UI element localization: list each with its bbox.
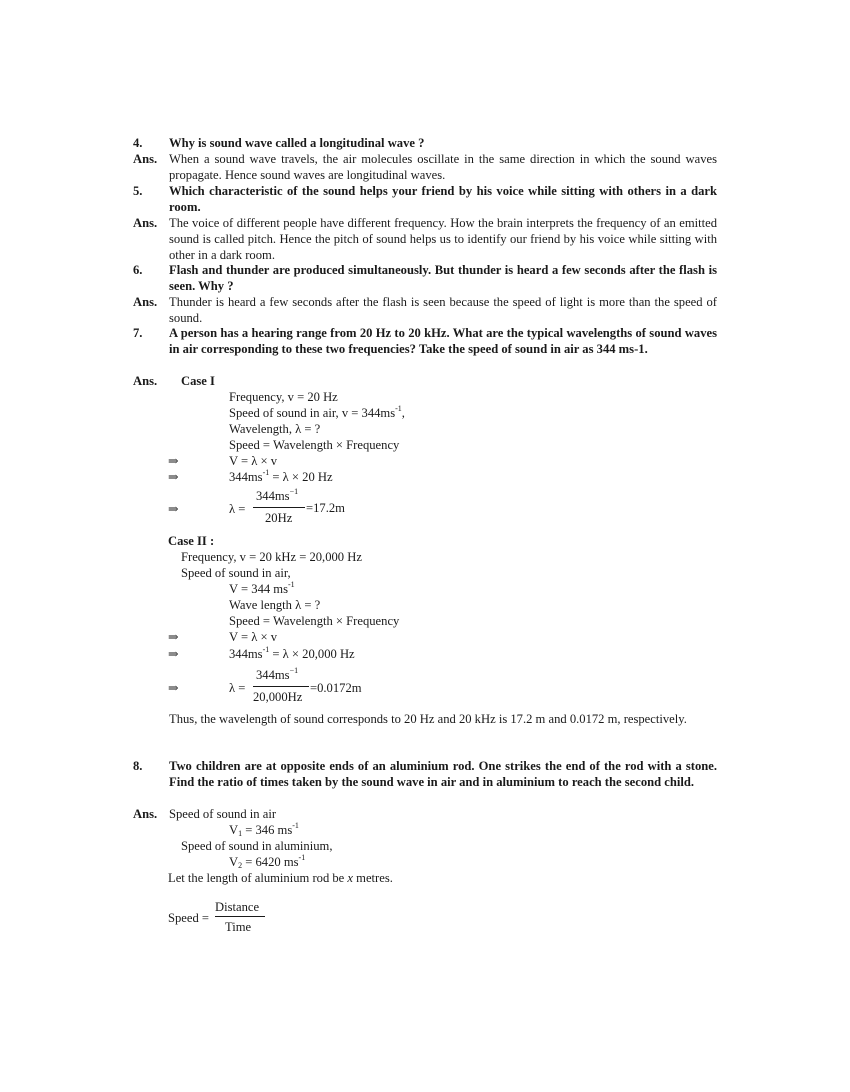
implies-arrow: ⇒ (168, 630, 179, 644)
fraction-denominator: 20Hz (265, 511, 293, 525)
answer-text: Thunder is heard a few seconds after the flash is seen because the speed of light is more than the speed of sound. (169, 295, 717, 325)
case-2-title: Case II : (168, 534, 215, 548)
question-text: A person has a hearing range from 20 Hz to 20 kHz. What are the typical wavelengths of sound waves in air corresponding to these two frequencies? Take the speed of sound in air as 344 ms-1. (169, 326, 717, 356)
answer-text: The voice of different people have different frequency. How the brain interprets the frequency of an emitted sound is called pitch. Hence the pitch of sound helps us to identify our friend by his voice while sitting with other in a dark room. (169, 216, 717, 262)
speed-formula-lhs: Speed = (168, 911, 210, 925)
question-number: 4. (133, 136, 143, 150)
conclusion-text: Thus, the wavelength of sound corresponds to 20 Hz and 20 kHz is 17.2 m and 0.0172 m, respectively. (169, 712, 687, 726)
case-1-frequency: Frequency, v = 20 Hz (229, 390, 338, 404)
case-2-speed-label: Speed of sound in air, (181, 566, 291, 580)
case-2-speed: V = 344 $ms^{-1}$ (229, 580, 295, 596)
case-2-wavelength: Wave length λ = ? (229, 598, 321, 612)
case-1-title: Case I (181, 374, 215, 388)
fraction-bar (253, 686, 309, 687)
answer-label: Ans. (133, 216, 158, 230)
case-1-speed: Speed of sound in air, $v = 344ms^{-1}$, (229, 404, 405, 420)
implies-arrow: ⇒ (168, 681, 179, 695)
answer-label: Ans. (133, 807, 158, 821)
implies-arrow: ⇒ (168, 470, 179, 484)
lambda-label: λ = (229, 502, 246, 516)
fraction-bar (215, 916, 265, 917)
answer-text: When a sound wave travels, the air molecules oscillate in the same direction in which the sound waves propagate. Hence sound waves are longitudinal waves. (169, 152, 717, 182)
fraction-bar (253, 507, 305, 508)
question-text: Which characteristic of the sound helps your friend by his voice while sitting with others in a dark room. (169, 184, 717, 214)
fraction-numerator: $344ms^{-1}$ (256, 487, 299, 503)
answer-label: Ans. (133, 295, 158, 309)
lambda-label: λ = (229, 681, 246, 695)
question-text: Two children are at opposite ends of an aluminium rod. One strikes the end of the rod with a stone. Find the ratio of times taken by the sound wave in air and in aluminium to reach the second child. (169, 759, 717, 789)
question-number: 6. (133, 263, 143, 277)
air-speed-label: Speed of sound in air (169, 807, 277, 821)
rod-length-statement: Let the length of aluminium rod be x metres. (168, 871, 393, 885)
implies-arrow: ⇒ (168, 454, 179, 468)
case-1-formula: Speed = Wavelength × Frequency (229, 438, 400, 452)
aluminium-speed-label: Speed of sound in aluminium, (181, 839, 333, 853)
fraction-denominator: 20,000Hz (253, 690, 303, 704)
speed-v2: $V_2 = 6420$ $ms^{-1}$ (229, 853, 306, 870)
case-1-wavelength: Wavelength, λ = ? (229, 422, 321, 436)
fraction-numerator: $344ms^{-1}$ (256, 666, 299, 682)
implies-arrow: ⇒ (168, 502, 179, 516)
case-2-equation-2: $344ms^{-1} = \lambda \times 20,000$ Hz (229, 645, 355, 661)
speed-v1: $V_1 = 346$ $ms^{-1}$ (229, 821, 299, 838)
answer-label: Ans. (133, 152, 158, 166)
fraction-denominator: Time (225, 920, 252, 934)
case-2-result: =0.0172m (310, 681, 362, 695)
question-text: Why is sound wave called a longitudinal wave ? (169, 136, 425, 150)
case-2-frequency: Frequency, v = 20 kHz = 20,000 Hz (181, 550, 362, 564)
case-2-formula: Speed = Wavelength × Frequency (229, 614, 400, 628)
answer-label: Ans. (133, 374, 158, 388)
fraction-numerator: Distance (215, 900, 260, 914)
case-1-equation-2: $344ms^{-1} = \lambda \times 20$ Hz (229, 468, 333, 484)
case-2-equation-1: V = λ × v (229, 630, 278, 644)
question-number: 5. (133, 184, 143, 198)
question-number: 7. (133, 326, 143, 340)
case-1-result: =17.2m (306, 501, 345, 515)
implies-arrow: ⇒ (168, 647, 179, 661)
case-1-equation-1: V = λ × v (229, 454, 278, 468)
question-number: 8. (133, 759, 143, 773)
question-text: Flash and thunder are produced simultaneously. But thunder is heard a few seconds after the flash is seen. Why ? (169, 263, 717, 293)
